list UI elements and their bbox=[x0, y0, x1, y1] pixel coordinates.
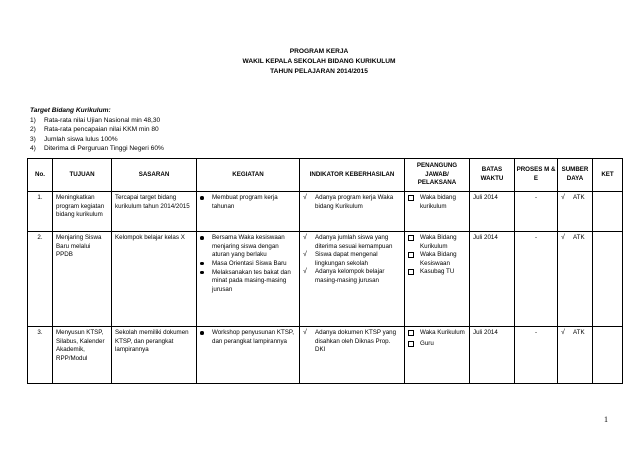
check-icon: √ bbox=[303, 329, 307, 336]
cell-indikator bbox=[300, 232, 405, 327]
cell-sasaran: Tercapai target bidang kurikulum tahun 2014/2015 bbox=[112, 192, 197, 232]
target-item-text: Rata-rata pencapaian nilai KKM min 80 bbox=[44, 126, 159, 133]
col-batas: BATAS WAKTU bbox=[470, 159, 515, 192]
check-icon: √ bbox=[303, 251, 307, 259]
target-item bbox=[30, 135, 164, 145]
cell-penanggung bbox=[405, 232, 470, 327]
cell-sumber bbox=[558, 232, 593, 327]
penanggung-item: Guru bbox=[420, 339, 434, 347]
penanggung-item: Kasubag TU bbox=[420, 268, 455, 276]
cell-sumber bbox=[558, 192, 593, 232]
kegiatan-item: Melaksanakan tes bakat dan minat pada masing-masing jurusan bbox=[212, 268, 291, 294]
target-item-num: 2) bbox=[30, 126, 36, 133]
cell-batas: Juli 2014 bbox=[470, 232, 515, 327]
cell-proses: - bbox=[515, 327, 558, 384]
target-item-num: 4) bbox=[30, 145, 36, 152]
doc-subtitle: WAKIL KEPALA SEKOLAH BIDANG KURIKULUM bbox=[242, 58, 396, 65]
col-sasaran: SASARAN bbox=[112, 159, 197, 192]
cell-penanggung bbox=[405, 192, 470, 232]
check-icon: √ bbox=[561, 194, 565, 201]
col-ket: KET bbox=[593, 159, 623, 192]
cell-ket bbox=[593, 327, 623, 384]
doc-year: TAHUN PELAJARAN 2014/2015 bbox=[270, 68, 368, 75]
indikator-item: Adanya kelompok belajar masing-masing jurusan bbox=[315, 268, 385, 284]
indikator-item: Adanya jumlah siswa yang diterima sesuai kemampuan bbox=[315, 234, 393, 250]
cell-penanggung bbox=[405, 327, 470, 384]
cell-indikator bbox=[300, 327, 405, 384]
square-bullet-icon bbox=[408, 195, 414, 201]
indikator-item: Siswa dapat mengenal lingkungan sekolah bbox=[315, 251, 378, 267]
cell-proses: - bbox=[515, 192, 558, 232]
square-bullet-icon bbox=[408, 341, 414, 347]
sumber-item: ATK bbox=[573, 329, 585, 336]
col-kegiatan: KEGIATAN bbox=[197, 159, 300, 192]
cell-proses: - bbox=[515, 232, 558, 327]
target-item bbox=[30, 116, 164, 126]
cell-sasaran: Sekolah memiliki dokumen KTSP, dan perangkat lampirannya bbox=[112, 327, 197, 384]
col-proses: PROSES M & E bbox=[515, 159, 558, 192]
penanggung-item: Waka bidang kurikulum bbox=[420, 194, 456, 210]
cell-batas: Juli 2014 bbox=[470, 327, 515, 384]
cell-no: 1. bbox=[28, 192, 53, 232]
cell-tujuan: Meningkatkan program kegiatan bidang kurikulum bbox=[53, 192, 112, 232]
target-heading: Target Bidang Kurikulum: bbox=[30, 107, 111, 114]
indikator-item: Adanya dokumen KTSP yang disahkan oleh Diknas Prop. DKI bbox=[315, 329, 397, 354]
bullet-icon bbox=[200, 262, 204, 266]
cell-tujuan: Menyusun KTSP, Silabus, Kalender Akademik, RPP/Modul bbox=[53, 327, 112, 384]
cell-kegiatan bbox=[197, 327, 300, 384]
target-item bbox=[30, 125, 164, 135]
bullet-icon bbox=[200, 196, 204, 200]
cell-tujuan: Menjaring Siswa Baru melalui PPDB bbox=[53, 232, 112, 327]
col-sumber: SUMBER DAYA bbox=[558, 159, 593, 192]
col-indikator: INDIKATOR KEBERHASILAN bbox=[300, 159, 405, 192]
cell-ket bbox=[593, 232, 623, 327]
square-bullet-icon bbox=[408, 269, 414, 275]
program-table bbox=[27, 158, 623, 384]
check-icon: √ bbox=[303, 268, 307, 276]
table-row bbox=[28, 232, 623, 327]
check-icon: √ bbox=[561, 234, 565, 241]
bullet-icon bbox=[200, 331, 204, 335]
cell-sumber bbox=[558, 327, 593, 384]
target-item-text: Jumlah siswa lulus 100% bbox=[44, 135, 118, 143]
bullet-icon bbox=[200, 271, 204, 275]
kegiatan-item: Bersama Waka kesiswaan menjaring siswa dengan aturan yang berlaku bbox=[212, 234, 285, 259]
target-item bbox=[30, 144, 164, 154]
col-tujuan: TUJUAN bbox=[53, 159, 112, 192]
target-item-num: 1) bbox=[30, 116, 36, 124]
page-number: 1 bbox=[604, 415, 608, 424]
cell-no: 2. bbox=[28, 232, 53, 327]
table-row bbox=[28, 192, 623, 232]
doc-title: PROGRAM KERJA bbox=[289, 48, 349, 55]
check-icon: √ bbox=[303, 194, 307, 201]
kegiatan-item: Masa Orientasi Siswa Baru bbox=[212, 259, 287, 267]
kegiatan-item: Workshop penyusunan KTSP, dan perangkat lampirannya bbox=[212, 329, 294, 345]
square-bullet-icon bbox=[408, 252, 414, 258]
sumber-item: ATK bbox=[573, 234, 585, 241]
cell-batas: Juli 2014 bbox=[470, 192, 515, 232]
col-no: No. bbox=[28, 159, 53, 192]
table-row bbox=[28, 327, 623, 384]
check-icon: √ bbox=[561, 329, 565, 336]
penanggung-item: Waka Bidang Kesiswaan bbox=[420, 251, 457, 267]
cell-kegiatan bbox=[197, 192, 300, 232]
cell-no: 3. bbox=[28, 327, 53, 384]
penanggung-item: Waka Bidang Kurikulum bbox=[420, 234, 457, 250]
square-bullet-icon bbox=[408, 330, 414, 336]
bullet-icon bbox=[200, 236, 204, 240]
check-icon: √ bbox=[303, 234, 307, 241]
target-item-text: Diterima di Perguruan Tinggi Negeri 60% bbox=[44, 145, 164, 152]
cell-ket bbox=[593, 192, 623, 232]
target-item-text: Rata-rata nilai Ujian Nasional min 48,30 bbox=[44, 116, 161, 124]
target-item-num: 3) bbox=[30, 135, 36, 143]
sumber-item: ATK bbox=[573, 194, 585, 201]
cell-sasaran: Kelompok belajar kelas X bbox=[112, 232, 197, 327]
square-bullet-icon bbox=[408, 235, 414, 241]
cell-kegiatan bbox=[197, 232, 300, 327]
cell-indikator bbox=[300, 192, 405, 232]
penanggung-item: Waka Kurikulum bbox=[420, 329, 465, 336]
target-section bbox=[30, 106, 164, 154]
kegiatan-item: Membuat program kerja tahunan bbox=[212, 194, 278, 210]
col-penanggung: PENANGUNG JAWAB/ PELAKSANA bbox=[405, 159, 470, 192]
table-header-row bbox=[28, 159, 623, 192]
indikator-item: Adanya program kerja Waka bidang Kurikulum bbox=[315, 194, 394, 210]
